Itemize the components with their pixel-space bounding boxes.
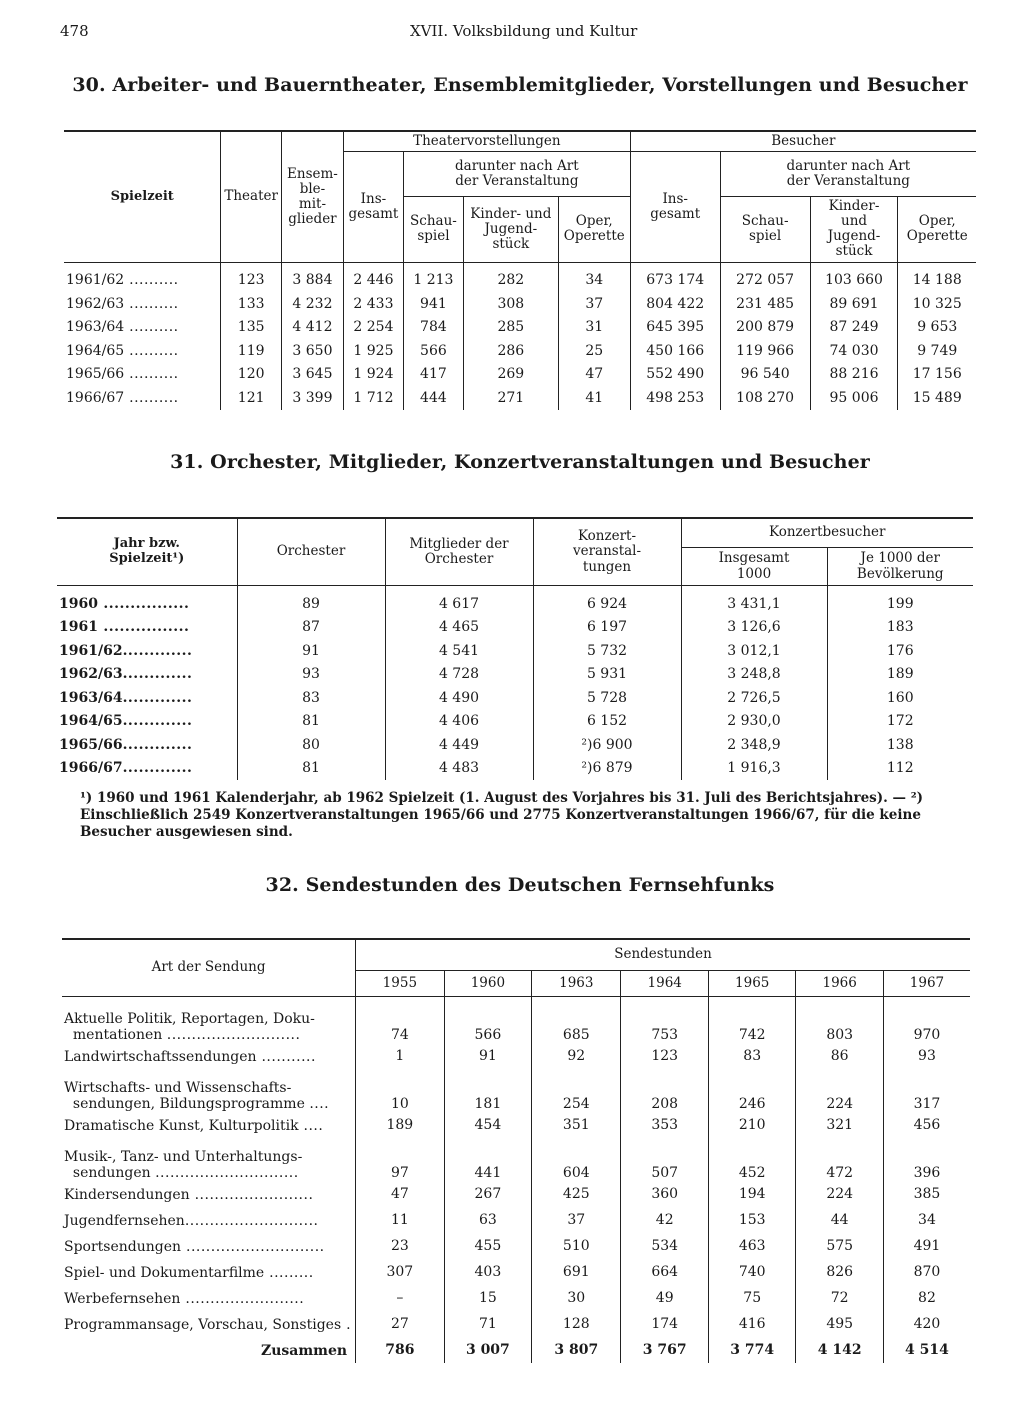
- col-spielzeit: Spielzeit: [64, 131, 221, 262]
- cell-mitglieder: 4 541: [385, 639, 533, 663]
- cell-mitglieder: 4 490: [385, 686, 533, 710]
- cell-value: 353: [621, 1112, 708, 1138]
- total-label: Zusammen: [260, 1342, 348, 1359]
- cell-b-oper: 15 489: [898, 386, 976, 410]
- cell-total: 3 007: [444, 1337, 531, 1363]
- cell-orchester: 81: [237, 757, 385, 781]
- cell-value: 360: [621, 1181, 708, 1207]
- table-row: Dramatische Kunst, Kulturpolitik .... 189 454 351 353 210 321 456: [62, 1112, 970, 1138]
- cell-value: 321: [796, 1112, 883, 1138]
- col-sendestunden: Sendestunden: [356, 939, 970, 971]
- chapter-title: XVII. Volksbildung und Kultur: [410, 22, 638, 40]
- cell-value: 210: [708, 1112, 795, 1138]
- cell-value: 11: [356, 1207, 445, 1233]
- cell-value: 1: [356, 1043, 445, 1069]
- cell-total: 3 767: [621, 1337, 708, 1363]
- cell-value: 75: [708, 1285, 795, 1311]
- cell-value: 425: [532, 1181, 621, 1207]
- cell-tv-oper: 34: [558, 262, 630, 292]
- cell-value: –: [356, 1285, 445, 1311]
- cell-b-kinder: 87 249: [810, 316, 898, 340]
- cell-value: 44: [796, 1207, 883, 1233]
- table-row: 1962/63 .......... 133 4 232 2 433 941 308 37 804 422 231 485 89 691 10 325: [64, 292, 976, 316]
- cell-orchester: 93: [237, 663, 385, 687]
- cell-value: 491: [883, 1233, 970, 1259]
- cell-orchester: 83: [237, 686, 385, 710]
- cell-value: 267: [444, 1181, 531, 1207]
- cell-b-oper: 17 156: [898, 363, 976, 387]
- cell-b-schauspiel: 119 966: [720, 339, 810, 363]
- cell-tv-insgesamt: 2 446: [343, 262, 403, 292]
- row-label: 1962/63: [66, 295, 125, 312]
- cell-value: 396: [883, 1138, 970, 1181]
- table-row: 1964/65 .......... 119 3 650 1 925 566 286 25 450 166 119 966 74 030 9 749: [64, 339, 976, 363]
- row-label: Jugendfernsehen: [64, 1212, 185, 1229]
- col-year: 1967: [883, 971, 970, 997]
- col-besucher: Besucher: [630, 131, 976, 152]
- col-b-insgesamt: Ins- gesamt: [630, 152, 720, 262]
- cell-tv-oper: 41: [558, 386, 630, 410]
- cell-value: 441: [444, 1138, 531, 1181]
- table-row: 1966/67............. 81 4 483 ²)6 879 1 916,3 112: [57, 757, 973, 781]
- cell-b-oper: 14 188: [898, 262, 976, 292]
- cell-tv-kinder: 282: [463, 262, 558, 292]
- cell-insgesamt: 1 916,3: [681, 757, 827, 781]
- row-label: 1961/62: [66, 272, 125, 289]
- cell-value: 71: [444, 1311, 531, 1337]
- cell-value: 181: [444, 1069, 531, 1112]
- cell-b-insgesamt: 450 166: [630, 339, 720, 363]
- cell-je1000: 160: [827, 686, 973, 710]
- table-row: 1965/66 .......... 120 3 645 1 924 417 269 47 552 490 96 540 88 216 17 156: [64, 363, 976, 387]
- table-row: Werbefernsehen ........................ – 15 30 49 75 72 82: [62, 1285, 970, 1311]
- table-row: 1960 ................ 89 4 617 6 924 3 431,1 199: [57, 586, 973, 616]
- cell-value: 803: [796, 997, 883, 1044]
- cell-value: 42: [621, 1207, 708, 1233]
- cell-value: 23: [356, 1233, 445, 1259]
- cell-value: 83: [708, 1043, 795, 1069]
- cell-value: 10: [356, 1069, 445, 1112]
- col-year: 1966: [796, 971, 883, 997]
- cell-value: 664: [621, 1259, 708, 1285]
- cell-value: 208: [621, 1069, 708, 1112]
- table-row: 1961/62 .......... 123 3 884 2 446 1 213 282 34 673 174 272 057 103 660 14 188: [64, 262, 976, 292]
- table-row: [62, 1138, 970, 1181]
- cell-ensemble: 4 412: [281, 316, 343, 340]
- page-number: 478: [60, 22, 89, 40]
- row-label: 1960: [59, 595, 98, 612]
- cell-value: 30: [532, 1285, 621, 1311]
- row-label: 1964/65: [59, 713, 123, 730]
- col-mitglieder: Mitglieder der Orchester: [385, 518, 533, 586]
- cell-b-kinder: 103 660: [810, 262, 898, 292]
- cell-value: 224: [796, 1181, 883, 1207]
- cell-value: 534: [621, 1233, 708, 1259]
- cell-theater: 119: [221, 339, 282, 363]
- row-label: 1963/64: [66, 319, 125, 336]
- col-konzert: Konzert- veranstal- tungen: [533, 518, 681, 586]
- cell-tv-schauspiel: 784: [403, 316, 463, 340]
- col-tv-schauspiel: Schau- spiel: [403, 197, 463, 262]
- col-year: 1965: [708, 971, 795, 997]
- cell-value: 224: [796, 1069, 883, 1112]
- table-row: Jugendfernsehen........................... 11 63 37 42 153 44 34: [62, 1207, 970, 1233]
- cell-b-insgesamt: 552 490: [630, 363, 720, 387]
- cell-value: 91: [444, 1043, 531, 1069]
- cell-b-schauspiel: 200 879: [720, 316, 810, 340]
- col-b-kinder: Kinder- und Jugend- stück: [810, 197, 898, 262]
- row-label: 1965/66: [59, 736, 123, 753]
- col-jahr: Jahr bzw. Spielzeit¹): [57, 518, 237, 586]
- cell-tv-oper: 37: [558, 292, 630, 316]
- cell-orchester: 89: [237, 586, 385, 616]
- cell-orchester: 81: [237, 710, 385, 734]
- cell-je1000: 189: [827, 663, 973, 687]
- cell-value: 63: [444, 1207, 531, 1233]
- row-label: 1961/62: [59, 642, 123, 659]
- cell-value: 153: [708, 1207, 795, 1233]
- cell-value: 27: [356, 1311, 445, 1337]
- cell-insgesamt: 3 431,1: [681, 586, 827, 616]
- cell-orchester: 80: [237, 733, 385, 757]
- cell-b-insgesamt: 673 174: [630, 262, 720, 292]
- cell-tv-schauspiel: 566: [403, 339, 463, 363]
- cell-tv-insgesamt: 1 712: [343, 386, 403, 410]
- cell-value: 317: [883, 1069, 970, 1112]
- cell-tv-insgesamt: 1 925: [343, 339, 403, 363]
- cell-tv-kinder: 269: [463, 363, 558, 387]
- cell-konzert: 5 728: [533, 686, 681, 710]
- cell-theater: 121: [221, 386, 282, 410]
- table-row: Sportsendungen ............................ 23 455 510 534 463 575 491: [62, 1233, 970, 1259]
- cell-value: 403: [444, 1259, 531, 1285]
- col-tv-kinder: Kinder- und Jugend- stück: [463, 197, 558, 262]
- cell-value: 74: [356, 997, 445, 1044]
- cell-b-insgesamt: 645 395: [630, 316, 720, 340]
- table-row: Kindersendungen ........................ 47 267 425 360 194 224 385: [62, 1181, 970, 1207]
- cell-insgesamt: 3 012,1: [681, 639, 827, 663]
- cell-orchester: 91: [237, 639, 385, 663]
- row-label: 1966/67: [66, 389, 125, 406]
- cell-total: 4 514: [883, 1337, 970, 1363]
- cell-mitglieder: 4 617: [385, 586, 533, 616]
- col-je1000: Je 1000 der Bevölkerung: [827, 548, 973, 586]
- col-art: Art der Sendung: [62, 939, 356, 997]
- table30-title: 30. Arbeiter- und Bauerntheater, Ensemblemitglieder, Vorstellungen und Besucher: [72, 74, 968, 96]
- col-theater: Theater: [221, 131, 282, 262]
- cell-value: 37: [532, 1207, 621, 1233]
- cell-value: 123: [621, 1043, 708, 1069]
- cell-insgesamt: 2 930,0: [681, 710, 827, 734]
- table-row: Landwirtschaftssendungen ........... 1 91 92 123 83 86 93: [62, 1043, 970, 1069]
- table-row: Spiel- und Dokumentarfilme ......... 307 403 691 664 740 826 870: [62, 1259, 970, 1285]
- row-label: 1963/64: [59, 689, 123, 706]
- cell-ensemble: 3 650: [281, 339, 343, 363]
- cell-je1000: 138: [827, 733, 973, 757]
- cell-value: 254: [532, 1069, 621, 1112]
- col-year: 1960: [444, 971, 531, 997]
- cell-b-kinder: 74 030: [810, 339, 898, 363]
- cell-mitglieder: 4 465: [385, 616, 533, 640]
- cell-value: 189: [356, 1112, 445, 1138]
- cell-je1000: 176: [827, 639, 973, 663]
- cell-value: 691: [532, 1259, 621, 1285]
- table-row: 1966/67 .......... 121 3 399 1 712 444 271 41 498 253 108 270 95 006 15 489: [64, 386, 976, 410]
- cell-value: 463: [708, 1233, 795, 1259]
- cell-mitglieder: 4 406: [385, 710, 533, 734]
- cell-tv-schauspiel: 1 213: [403, 262, 463, 292]
- cell-value: 510: [532, 1233, 621, 1259]
- cell-insgesamt: 3 248,8: [681, 663, 827, 687]
- cell-value: 566: [444, 997, 531, 1044]
- footnote: ¹) 1960 und 1961 Kalenderjahr, ab 1962 Spielzeit (1. August des Vorjahres bis 31. Juli des Berichtsjahres). — ²) Einschließlich 2549 Konzertveranstaltungen 1965/66 und 2775 Konzertveranstaltungen 1966/67, für die keine Besucher ausgewiesen sind.: [80, 790, 924, 840]
- cell-b-oper: 9 749: [898, 339, 976, 363]
- cell-value: 685: [532, 997, 621, 1044]
- cell-insgesamt: 2 348,9: [681, 733, 827, 757]
- cell-tv-oper: 25: [558, 339, 630, 363]
- col-tv-oper: Oper, Operette: [558, 197, 630, 262]
- row-label: Spiel- und Dokumentarfilme: [64, 1264, 265, 1281]
- cell-value: 194: [708, 1181, 795, 1207]
- col-theatervorstellungen: Theatervorstellungen: [343, 131, 630, 152]
- col-year: 1963: [532, 971, 621, 997]
- cell-tv-schauspiel: 941: [403, 292, 463, 316]
- cell-b-oper: 10 325: [898, 292, 976, 316]
- cell-value: 97: [356, 1138, 445, 1181]
- row-label: Aktuelle Politik, Reportagen, Doku- mentationen ...........................: [64, 1011, 315, 1043]
- cell-total: 4 142: [796, 1337, 883, 1363]
- cell-b-schauspiel: 272 057: [720, 262, 810, 292]
- cell-b-insgesamt: 498 253: [630, 386, 720, 410]
- cell-theater: 135: [221, 316, 282, 340]
- cell-tv-kinder: 285: [463, 316, 558, 340]
- cell-konzert: ²)6 900: [533, 733, 681, 757]
- table-row: 1961/62............. 91 4 541 5 732 3 012,1 176: [57, 639, 973, 663]
- cell-value: 456: [883, 1112, 970, 1138]
- col-b-schauspiel: Schau- spiel: [720, 197, 810, 262]
- cell-konzert: 6 924: [533, 586, 681, 616]
- cell-value: 174: [621, 1311, 708, 1337]
- cell-value: 575: [796, 1233, 883, 1259]
- cell-b-oper: 9 653: [898, 316, 976, 340]
- table32: [62, 938, 970, 1363]
- cell-total: 3 774: [708, 1337, 795, 1363]
- cell-value: 507: [621, 1138, 708, 1181]
- cell-value: 72: [796, 1285, 883, 1311]
- cell-tv-kinder: 271: [463, 386, 558, 410]
- col-konzertbesucher: Konzertbesucher: [681, 518, 973, 548]
- col-tv-darunter: darunter nach Art der Veranstaltung: [403, 152, 630, 197]
- cell-tv-kinder: 286: [463, 339, 558, 363]
- table-row: 1963/64 .......... 135 4 412 2 254 784 285 31 645 395 200 879 87 249 9 653: [64, 316, 976, 340]
- cell-theater: 123: [221, 262, 282, 292]
- row-label: Wirtschafts- und Wissenschafts- sendungen, Bildungsprogramme ....: [64, 1080, 330, 1112]
- cell-tv-oper: 47: [558, 363, 630, 387]
- table31: [57, 517, 973, 780]
- cell-value: 246: [708, 1069, 795, 1112]
- cell-insgesamt: 2 726,5: [681, 686, 827, 710]
- row-label: 1966/67: [59, 760, 123, 777]
- cell-value: 742: [708, 997, 795, 1044]
- cell-value: 416: [708, 1311, 795, 1337]
- cell-value: 34: [883, 1207, 970, 1233]
- row-label: 1964/65: [66, 342, 125, 359]
- cell-value: 753: [621, 997, 708, 1044]
- cell-konzert: 6 152: [533, 710, 681, 734]
- row-label: 1965/66: [66, 366, 125, 383]
- cell-konzert: 5 931: [533, 663, 681, 687]
- cell-je1000: 112: [827, 757, 973, 781]
- cell-value: 970: [883, 997, 970, 1044]
- cell-tv-kinder: 308: [463, 292, 558, 316]
- row-label: Musik-, Tanz- und Unterhaltungs- sendungen .............................: [64, 1149, 303, 1181]
- cell-value: 47: [356, 1181, 445, 1207]
- cell-theater: 120: [221, 363, 282, 387]
- cell-value: 740: [708, 1259, 795, 1285]
- cell-value: 92: [532, 1043, 621, 1069]
- cell-je1000: 183: [827, 616, 973, 640]
- cell-value: 351: [532, 1112, 621, 1138]
- cell-b-kinder: 89 691: [810, 292, 898, 316]
- col-tv-insgesamt: Ins- gesamt: [343, 152, 403, 262]
- cell-tv-schauspiel: 417: [403, 363, 463, 387]
- col-year: 1955: [356, 971, 445, 997]
- row-label: Dramatische Kunst, Kulturpolitik: [64, 1117, 299, 1134]
- row-label: 1962/63: [59, 666, 123, 683]
- cell-mitglieder: 4 483: [385, 757, 533, 781]
- cell-je1000: 172: [827, 710, 973, 734]
- col-year: 1964: [621, 971, 708, 997]
- cell-value: 385: [883, 1181, 970, 1207]
- cell-value: 128: [532, 1311, 621, 1337]
- row-label: Kindersendungen: [64, 1186, 190, 1203]
- cell-value: 495: [796, 1311, 883, 1337]
- cell-value: 604: [532, 1138, 621, 1181]
- cell-value: 454: [444, 1112, 531, 1138]
- cell-ensemble: 3 645: [281, 363, 343, 387]
- row-label: Werbefernsehen: [64, 1290, 181, 1307]
- cell-konzert: 5 732: [533, 639, 681, 663]
- cell-konzert: ²)6 879: [533, 757, 681, 781]
- table30: [64, 130, 976, 410]
- col-b-darunter: darunter nach Art der Veranstaltung: [720, 152, 976, 197]
- col-orchester: Orchester: [237, 518, 385, 586]
- col-insgesamt: Insgesamt 1000: [681, 548, 827, 586]
- cell-total: 3 807: [532, 1337, 621, 1363]
- cell-value: 826: [796, 1259, 883, 1285]
- cell-mitglieder: 4 449: [385, 733, 533, 757]
- row-label: Landwirtschaftssendungen: [64, 1048, 257, 1065]
- cell-value: 455: [444, 1233, 531, 1259]
- cell-ensemble: 3 884: [281, 262, 343, 292]
- table-row: 1962/63............. 93 4 728 5 931 3 248,8 189: [57, 663, 973, 687]
- cell-value: 472: [796, 1138, 883, 1181]
- cell-je1000: 199: [827, 586, 973, 616]
- cell-insgesamt: 3 126,6: [681, 616, 827, 640]
- cell-konzert: 6 197: [533, 616, 681, 640]
- table32-title: 32. Sendestunden des Deutschen Fernsehfunks: [265, 874, 775, 896]
- cell-value: 49: [621, 1285, 708, 1311]
- cell-value: 82: [883, 1285, 970, 1311]
- cell-b-insgesamt: 804 422: [630, 292, 720, 316]
- cell-ensemble: 4 232: [281, 292, 343, 316]
- cell-tv-insgesamt: 1 924: [343, 363, 403, 387]
- cell-tv-insgesamt: 2 254: [343, 316, 403, 340]
- table31-title: 31. Orchester, Mitglieder, Konzertveranstaltungen und Besucher: [170, 451, 870, 473]
- table-row: [62, 1069, 970, 1112]
- cell-value: 86: [796, 1043, 883, 1069]
- row-label: 1961: [59, 619, 98, 636]
- cell-b-schauspiel: 231 485: [720, 292, 810, 316]
- cell-value: 420: [883, 1311, 970, 1337]
- page-header: [60, 22, 960, 44]
- table-row: [62, 997, 970, 1044]
- row-label: Sportsendungen: [64, 1238, 182, 1255]
- cell-total: 786: [356, 1337, 445, 1363]
- cell-b-schauspiel: 96 540: [720, 363, 810, 387]
- cell-value: 307: [356, 1259, 445, 1285]
- table-row: 1965/66............. 80 4 449 ²)6 900 2 348,9 138: [57, 733, 973, 757]
- cell-value: 452: [708, 1138, 795, 1181]
- cell-mitglieder: 4 728: [385, 663, 533, 687]
- cell-theater: 133: [221, 292, 282, 316]
- cell-value: 93: [883, 1043, 970, 1069]
- table-row: 1964/65............. 81 4 406 6 152 2 930,0 172: [57, 710, 973, 734]
- row-label: Programmansage, Vorschau, Sonstiges: [64, 1316, 342, 1333]
- cell-b-kinder: 88 216: [810, 363, 898, 387]
- cell-ensemble: 3 399: [281, 386, 343, 410]
- cell-tv-schauspiel: 444: [403, 386, 463, 410]
- cell-tv-insgesamt: 2 433: [343, 292, 403, 316]
- cell-orchester: 87: [237, 616, 385, 640]
- table-row: 1963/64............. 83 4 490 5 728 2 726,5 160: [57, 686, 973, 710]
- cell-tv-oper: 31: [558, 316, 630, 340]
- col-ensemble: Ensem- ble- mit- glieder: [281, 131, 343, 262]
- table-row: Programmansage, Vorschau, Sonstiges . 27 71 128 174 416 495 420: [62, 1311, 970, 1337]
- cell-b-kinder: 95 006: [810, 386, 898, 410]
- cell-value: 870: [883, 1259, 970, 1285]
- total-row: [62, 1337, 970, 1363]
- col-b-oper: Oper, Operette: [898, 197, 976, 262]
- cell-b-schauspiel: 108 270: [720, 386, 810, 410]
- table-row: 1961 ................ 87 4 465 6 197 3 126,6 183: [57, 616, 973, 640]
- cell-value: 15: [444, 1285, 531, 1311]
